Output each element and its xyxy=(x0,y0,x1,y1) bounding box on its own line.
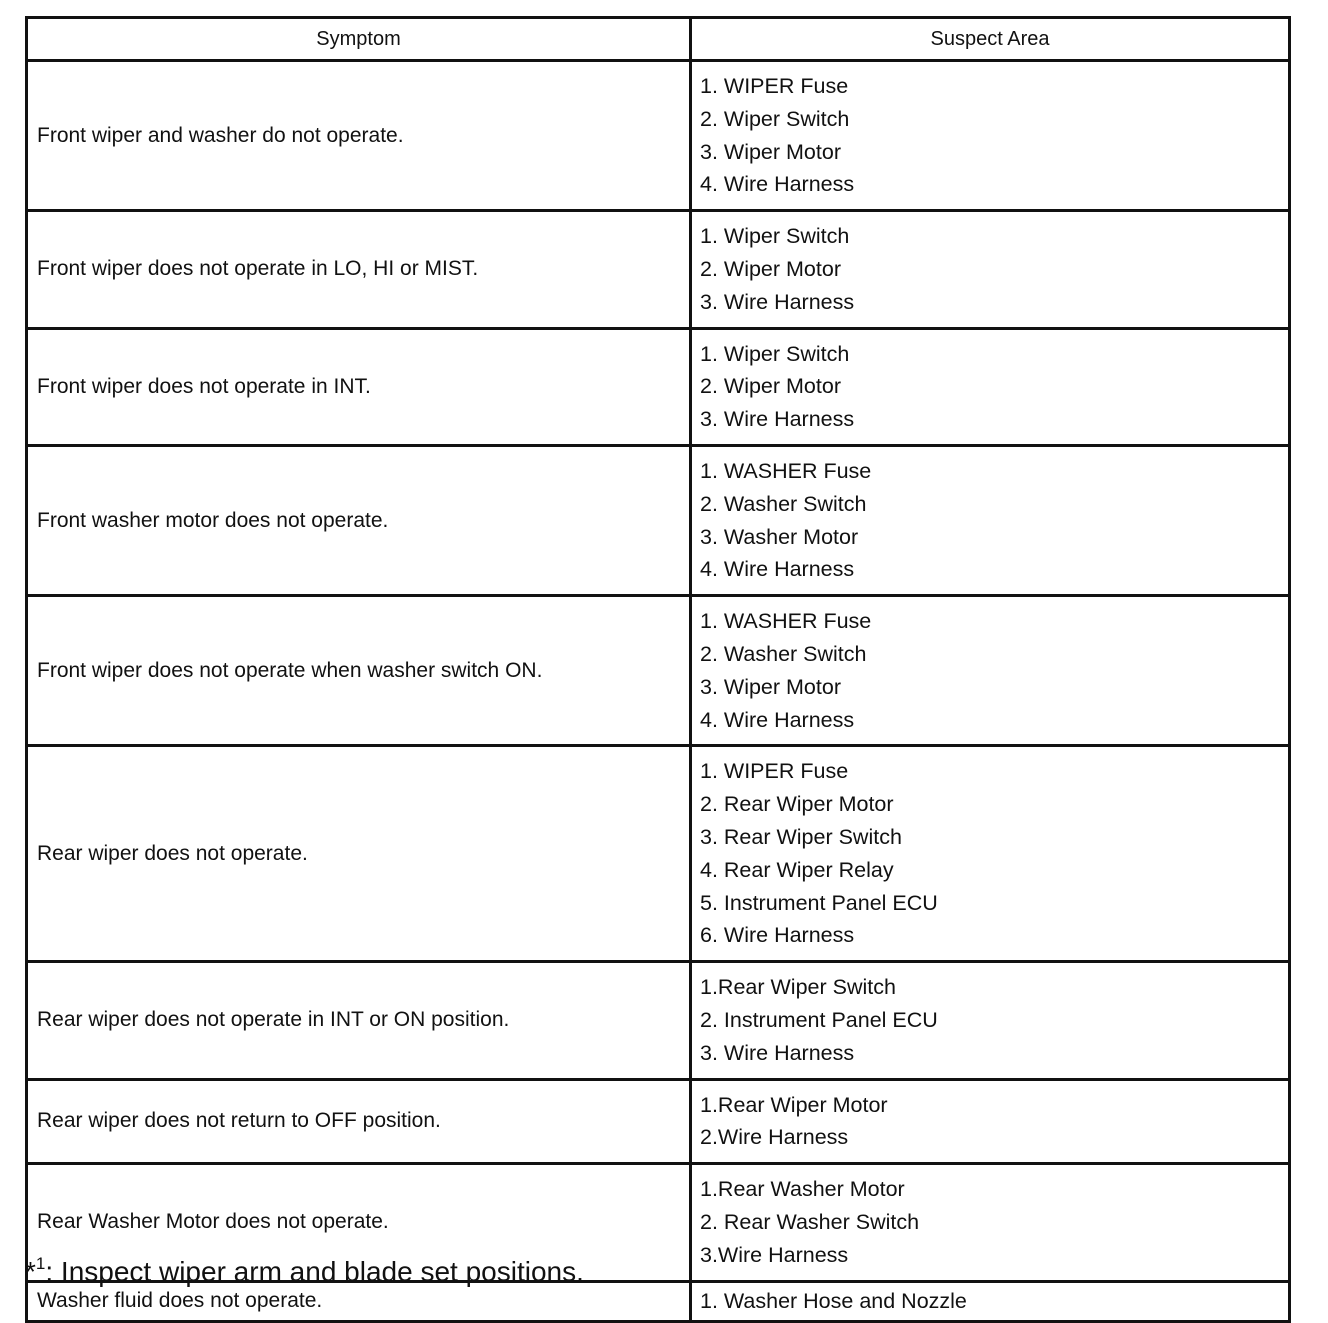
suspect-area-cell xyxy=(691,1164,1290,1281)
suspect-area-item: 2. Instrument Panel ECU xyxy=(700,1007,938,1032)
suspect-area-item: 2. Wiper Motor xyxy=(700,256,841,281)
suspect-area-item: 3. Washer Motor xyxy=(700,524,859,549)
suspect-area-header: Suspect Area xyxy=(691,18,1290,61)
symptom-cell: Rear Washer Motor does not operate. xyxy=(27,1164,691,1281)
table-row xyxy=(27,596,1290,746)
suspect-area-cell xyxy=(691,1079,1290,1164)
footnote-marker: * xyxy=(25,1256,36,1287)
suspect-area-cell xyxy=(691,61,1290,211)
symptom-cell: Rear wiper does not return to OFF position. xyxy=(27,1079,691,1164)
symptom-cell: Front washer motor does not operate. xyxy=(27,445,691,595)
symptom-cell: Front wiper and washer do not operate. xyxy=(27,61,691,211)
suspect-area-item: 2. Washer Switch xyxy=(700,491,867,516)
suspect-area-item: 1.Rear Wiper Motor xyxy=(700,1092,888,1117)
suspect-area-cell xyxy=(691,211,1290,328)
suspect-area-item: 2. Rear Washer Switch xyxy=(700,1209,920,1234)
suspect-area-item: 3. Rear Wiper Switch xyxy=(700,824,902,849)
suspect-area-item: 1. Washer Hose and Nozzle xyxy=(700,1288,967,1313)
suspect-area-item: 1.Rear Washer Motor xyxy=(700,1177,905,1202)
suspect-area-item: 2. Wiper Motor xyxy=(700,374,841,399)
suspect-area-cell xyxy=(691,445,1290,595)
symptom-cell: Front wiper does not operate when washer switch ON. xyxy=(27,596,691,746)
table-row xyxy=(27,211,1290,328)
suspect-area-item: 3. Wiper Motor xyxy=(700,674,841,699)
symptom-cell: Front wiper does not operate in INT. xyxy=(27,328,691,445)
suspect-area-item: 4. Wire Harness xyxy=(700,172,855,197)
suspect-area-item: 4. Rear Wiper Relay xyxy=(700,857,894,882)
suspect-area-cell xyxy=(691,328,1290,445)
suspect-area-item: 2.Wire Harness xyxy=(700,1125,849,1150)
troubleshooting-table-container xyxy=(25,16,1288,1323)
table-row xyxy=(27,746,1290,962)
table-row xyxy=(27,61,1290,211)
symptom-cell: Rear wiper does not operate in INT or ON position. xyxy=(27,962,691,1079)
footnote-text: : Inspect wiper arm and blade set positions. xyxy=(45,1256,584,1287)
symptom-header: Symptom xyxy=(27,18,691,61)
suspect-area-item: 1.Rear Wiper Switch xyxy=(700,975,896,1000)
table-row xyxy=(27,328,1290,445)
suspect-area-item: 1. Wiper Switch xyxy=(700,341,850,366)
suspect-area-item: 3. Wire Harness xyxy=(700,1040,855,1065)
suspect-area-item: 2. Wiper Switch xyxy=(700,106,850,131)
suspect-area-item: 3. Wiper Motor xyxy=(700,139,841,164)
suspect-area-cell xyxy=(691,962,1290,1079)
table-row xyxy=(27,962,1290,1079)
suspect-area-item: 1. WASHER Fuse xyxy=(700,458,872,483)
symptom-cell: Front wiper does not operate in LO, HI or MIST. xyxy=(27,211,691,328)
suspect-area-item: 4. Wire Harness xyxy=(700,707,855,732)
suspect-area-item: 1. WASHER Fuse xyxy=(700,609,872,634)
table-row xyxy=(27,1079,1290,1164)
suspect-area-cell xyxy=(691,1281,1290,1321)
suspect-area-item: 1. WIPER Fuse xyxy=(700,74,849,98)
footnote-number: 1 xyxy=(35,1254,46,1273)
suspect-area-item: 3. Wire Harness xyxy=(700,289,855,314)
suspect-area-item: 2. Washer Switch xyxy=(700,641,867,666)
suspect-area-cell xyxy=(691,596,1290,746)
suspect-area-item: 1. WIPER Fuse xyxy=(700,759,849,784)
suspect-area-item: 3.Wire Harness xyxy=(700,1242,849,1267)
symptom-cell: Washer fluid does not operate. xyxy=(27,1281,691,1321)
suspect-area-item: 2. Rear Wiper Motor xyxy=(700,792,894,817)
footnote xyxy=(25,1256,584,1288)
header-row xyxy=(27,18,1290,61)
symptom-cell: Rear wiper does not operate. xyxy=(27,746,691,962)
troubleshooting-table xyxy=(25,16,1291,1323)
suspect-area-cell xyxy=(691,746,1290,962)
suspect-area-item: 5. Instrument Panel ECU xyxy=(700,890,938,915)
suspect-area-item: 3. Wire Harness xyxy=(700,407,855,432)
table-row xyxy=(27,445,1290,595)
suspect-area-item: 6. Wire Harness xyxy=(700,923,855,948)
suspect-area-item: 4. Wire Harness xyxy=(700,557,855,582)
suspect-area-item: 1. Wiper Switch xyxy=(700,224,850,249)
